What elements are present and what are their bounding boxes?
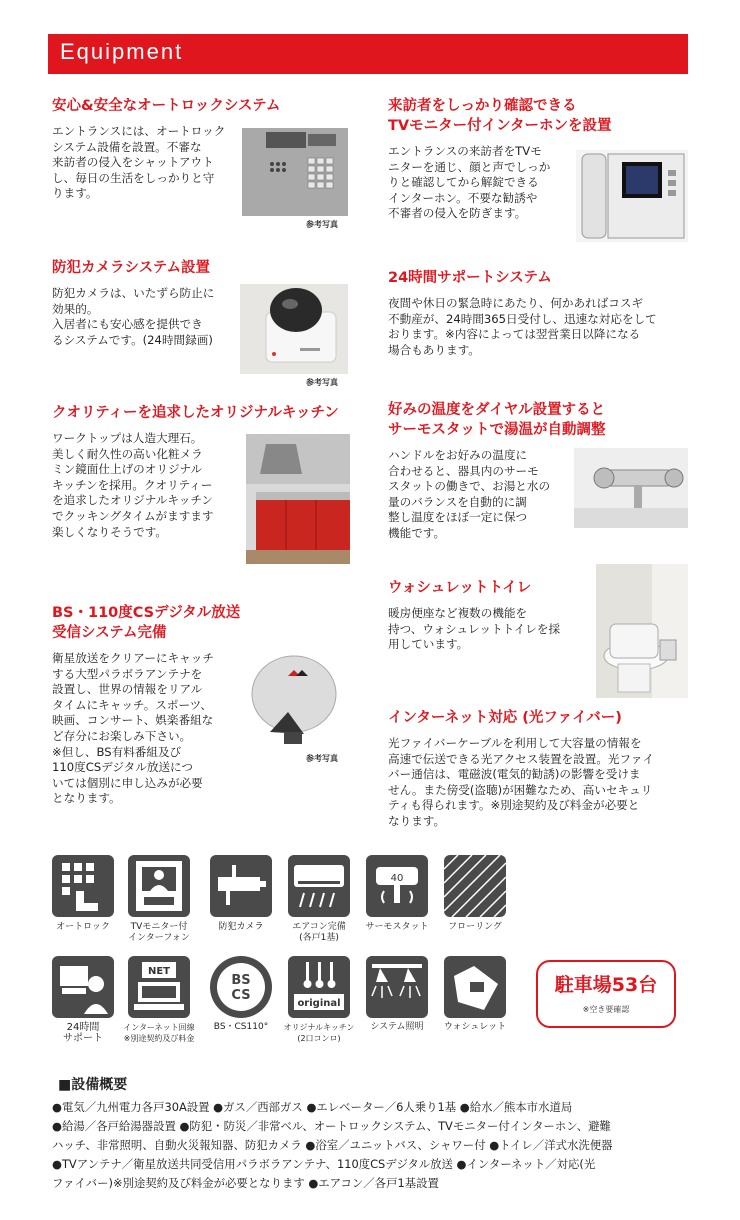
icon-label: 24時間 サポート (63, 1022, 103, 1044)
icon-label: フローリング (448, 922, 502, 932)
feature-title: 安心&安全なオートロックシステム (52, 98, 281, 114)
icon-label: 防犯カメラ (218, 922, 264, 932)
feature-body: 光ファイバーケーブルを利用して大容量の情報を 高速で伝送できる光アクセス装置を設置。光ファイ バー通信は、電磁波(電気的勧誘)の影響を受けま せん。また傍受(盗聴)が困難なため、高いセキュリ ティも得られます。※別途契約及び料金が必要と なります。 (388, 736, 655, 828)
icon-label: オートロック (56, 922, 110, 932)
antenna-photo (248, 652, 340, 748)
feature-support (388, 268, 688, 358)
feature-body: エントランスには、オートロック システム設備を設置。不審な 来訪者の侵入をシャットアウト し、毎日の生活をしっかりと守 ります。 (52, 124, 226, 201)
feature-body: 暖房便座など複数の機能を 持つ、ウォシュレットトイレを採 用しています。 (388, 606, 561, 652)
icon-label: システム照明 (370, 1022, 424, 1032)
parking-badge (536, 960, 676, 1028)
camera-icon (210, 855, 272, 917)
feature-title: 好みの温度をダイヤル設置すると サーモスタットで湯温が自動調整 (388, 402, 606, 438)
feature-body: ワークトップは人造大理石。 美しく耐久性の高い化粧メラ ミン鏡面仕上げのオリジナル キッチンを採用。クオリティー を追求したオリジナルキッチン でクッキングタイムがますます 楽しくなりそうです。 (52, 431, 214, 539)
section-title: Equipment (60, 39, 184, 64)
internet-icon-text: NET (147, 966, 171, 977)
overview-title: ■設備概要 (58, 1077, 128, 1093)
svg-text:BS: BS (231, 973, 251, 988)
aircon-icon (288, 855, 350, 917)
support-24h-icon (52, 956, 114, 1018)
kitchen-icon (288, 956, 350, 1018)
intercom-icon (128, 855, 190, 917)
icon-label: オリジナルキッチン (2口コンロ) (283, 1023, 355, 1043)
toilet-photo (596, 564, 688, 698)
section-header (48, 34, 688, 74)
feature-title: クオリティーを追求したオリジナルキッチン (52, 405, 339, 421)
autolock-photo (242, 128, 348, 216)
security-camera-image (240, 284, 348, 374)
feature-title: ウォシュレットトイレ (388, 580, 532, 596)
feature-body: 夜間や休日の緊急時にあたり、何かあればコスギ 不動産が、24時間365日受付し、迅速な対応をして おります。※内容によっては翌営業日以降になる 場合もあります。 (388, 296, 657, 357)
faucet-image (574, 448, 688, 528)
thermostat-photo (574, 448, 688, 528)
parking-title: 駐車場53台 (554, 974, 658, 996)
lighting-icon (366, 956, 428, 1018)
feature-internet (388, 708, 688, 830)
overview-text: ●電気／九州電力各戸30A設置 ●ガス／西部ガス ●エレベーター／6人乗り1基 ●給水／熊本市水道局 ●給湯／各戸給湯器設置 ●防犯・防災／非常ベル、オートロックシステム、TVモニター付インターホン、避難 ハッチ、非常照明、自動火災報知器、防犯カメラ ●浴室／ユニットバス、シャワー付 ●トイレ／洋式水洗便器 ●TVアンテナ／衛星放送共同受信用パラボラアンテナ、110度CSデジタル放送 ●インターネット／対応(光 ファイバー)※別途契約及び料金が必要となります ●エアコン／各戸1基設置 (52, 1100, 613, 1190)
autolock-icon (52, 855, 114, 917)
internet-icon (128, 956, 190, 1018)
feature-body: エントランスの来訪者をTVモ ニターを通じ、顔と声でしっか りと確認してから解錠できる インターホン。不要な勧誘や 不審者の侵入を防ぎます。 (388, 144, 551, 221)
satellite-dish-image (248, 652, 340, 748)
intercom-photo (576, 150, 688, 242)
icon-label: ウォシュレット (443, 1022, 507, 1032)
feature-body: 防犯カメラは、いたずら防止に 効果的。 入居者にも安心感を提供でき るシステムです。(24時間録画) (52, 286, 215, 347)
bs-cs-icon (210, 956, 272, 1018)
photo-caption: 参考写真 (306, 378, 338, 387)
icon-label: TVモニター付 インターフォン (128, 922, 190, 943)
thermostat-icon (366, 855, 428, 917)
feature-body: 衛星放送をクリアーにキャッチ する大型パラボラアンテナを 設置し、世界の情報をリアル タイムにキャッチ。スポーツ、 映画、コンサート、娯楽番組な ど存分にお楽しみ下さい。 ※但し、BS有料番組及び 110度CSデジタル放送につ いては個別に申し込みが必要 となります。 (52, 651, 214, 806)
feature-title: インターネット対応 (光ファイバー) (388, 710, 622, 726)
intercom-image (576, 150, 688, 242)
toilet-image (596, 564, 688, 698)
kitchen-photo (246, 434, 350, 564)
autolock-panel-image (242, 128, 348, 216)
parking-note: ※空き要確認 (582, 1005, 630, 1014)
feature-body: ハンドルをお好みの温度に 合わせると、器具内のサーモ スタットの働きで、お湯と水の 量のバランスを自動的に調 整し温度をほぼ一定に保つ 機能です。 (388, 448, 551, 540)
feature-title: 24時間サポートシステム (388, 270, 552, 286)
icon-label: エアコン完備 (各戸1基) (292, 922, 346, 943)
icon-label: BS・CS110° (213, 1022, 269, 1032)
kitchen-image (246, 434, 350, 564)
photo-caption: 参考写真 (306, 754, 338, 763)
photo-caption: 参考写真 (306, 220, 338, 229)
camera-photo (240, 284, 348, 374)
flooring-icon (444, 855, 506, 917)
kitchen-icon-text: original (297, 998, 341, 1009)
feature-title: 防犯カメラシステム設置 (52, 260, 211, 276)
thermostat-icon-text: 40 (390, 873, 404, 884)
svg-text:CS: CS (231, 988, 251, 1003)
feature-title: 来訪者をしっかり確認できる TVモニター付インターホンを設置 (388, 98, 612, 134)
washlet-icon (444, 956, 506, 1018)
icon-label: インターネット回線 ※別途契約及び料金 (123, 1023, 195, 1043)
feature-title: BS・110度CSデジタル放送 受信システム完備 (52, 605, 241, 641)
icon-label: サーモスタット (365, 922, 429, 932)
